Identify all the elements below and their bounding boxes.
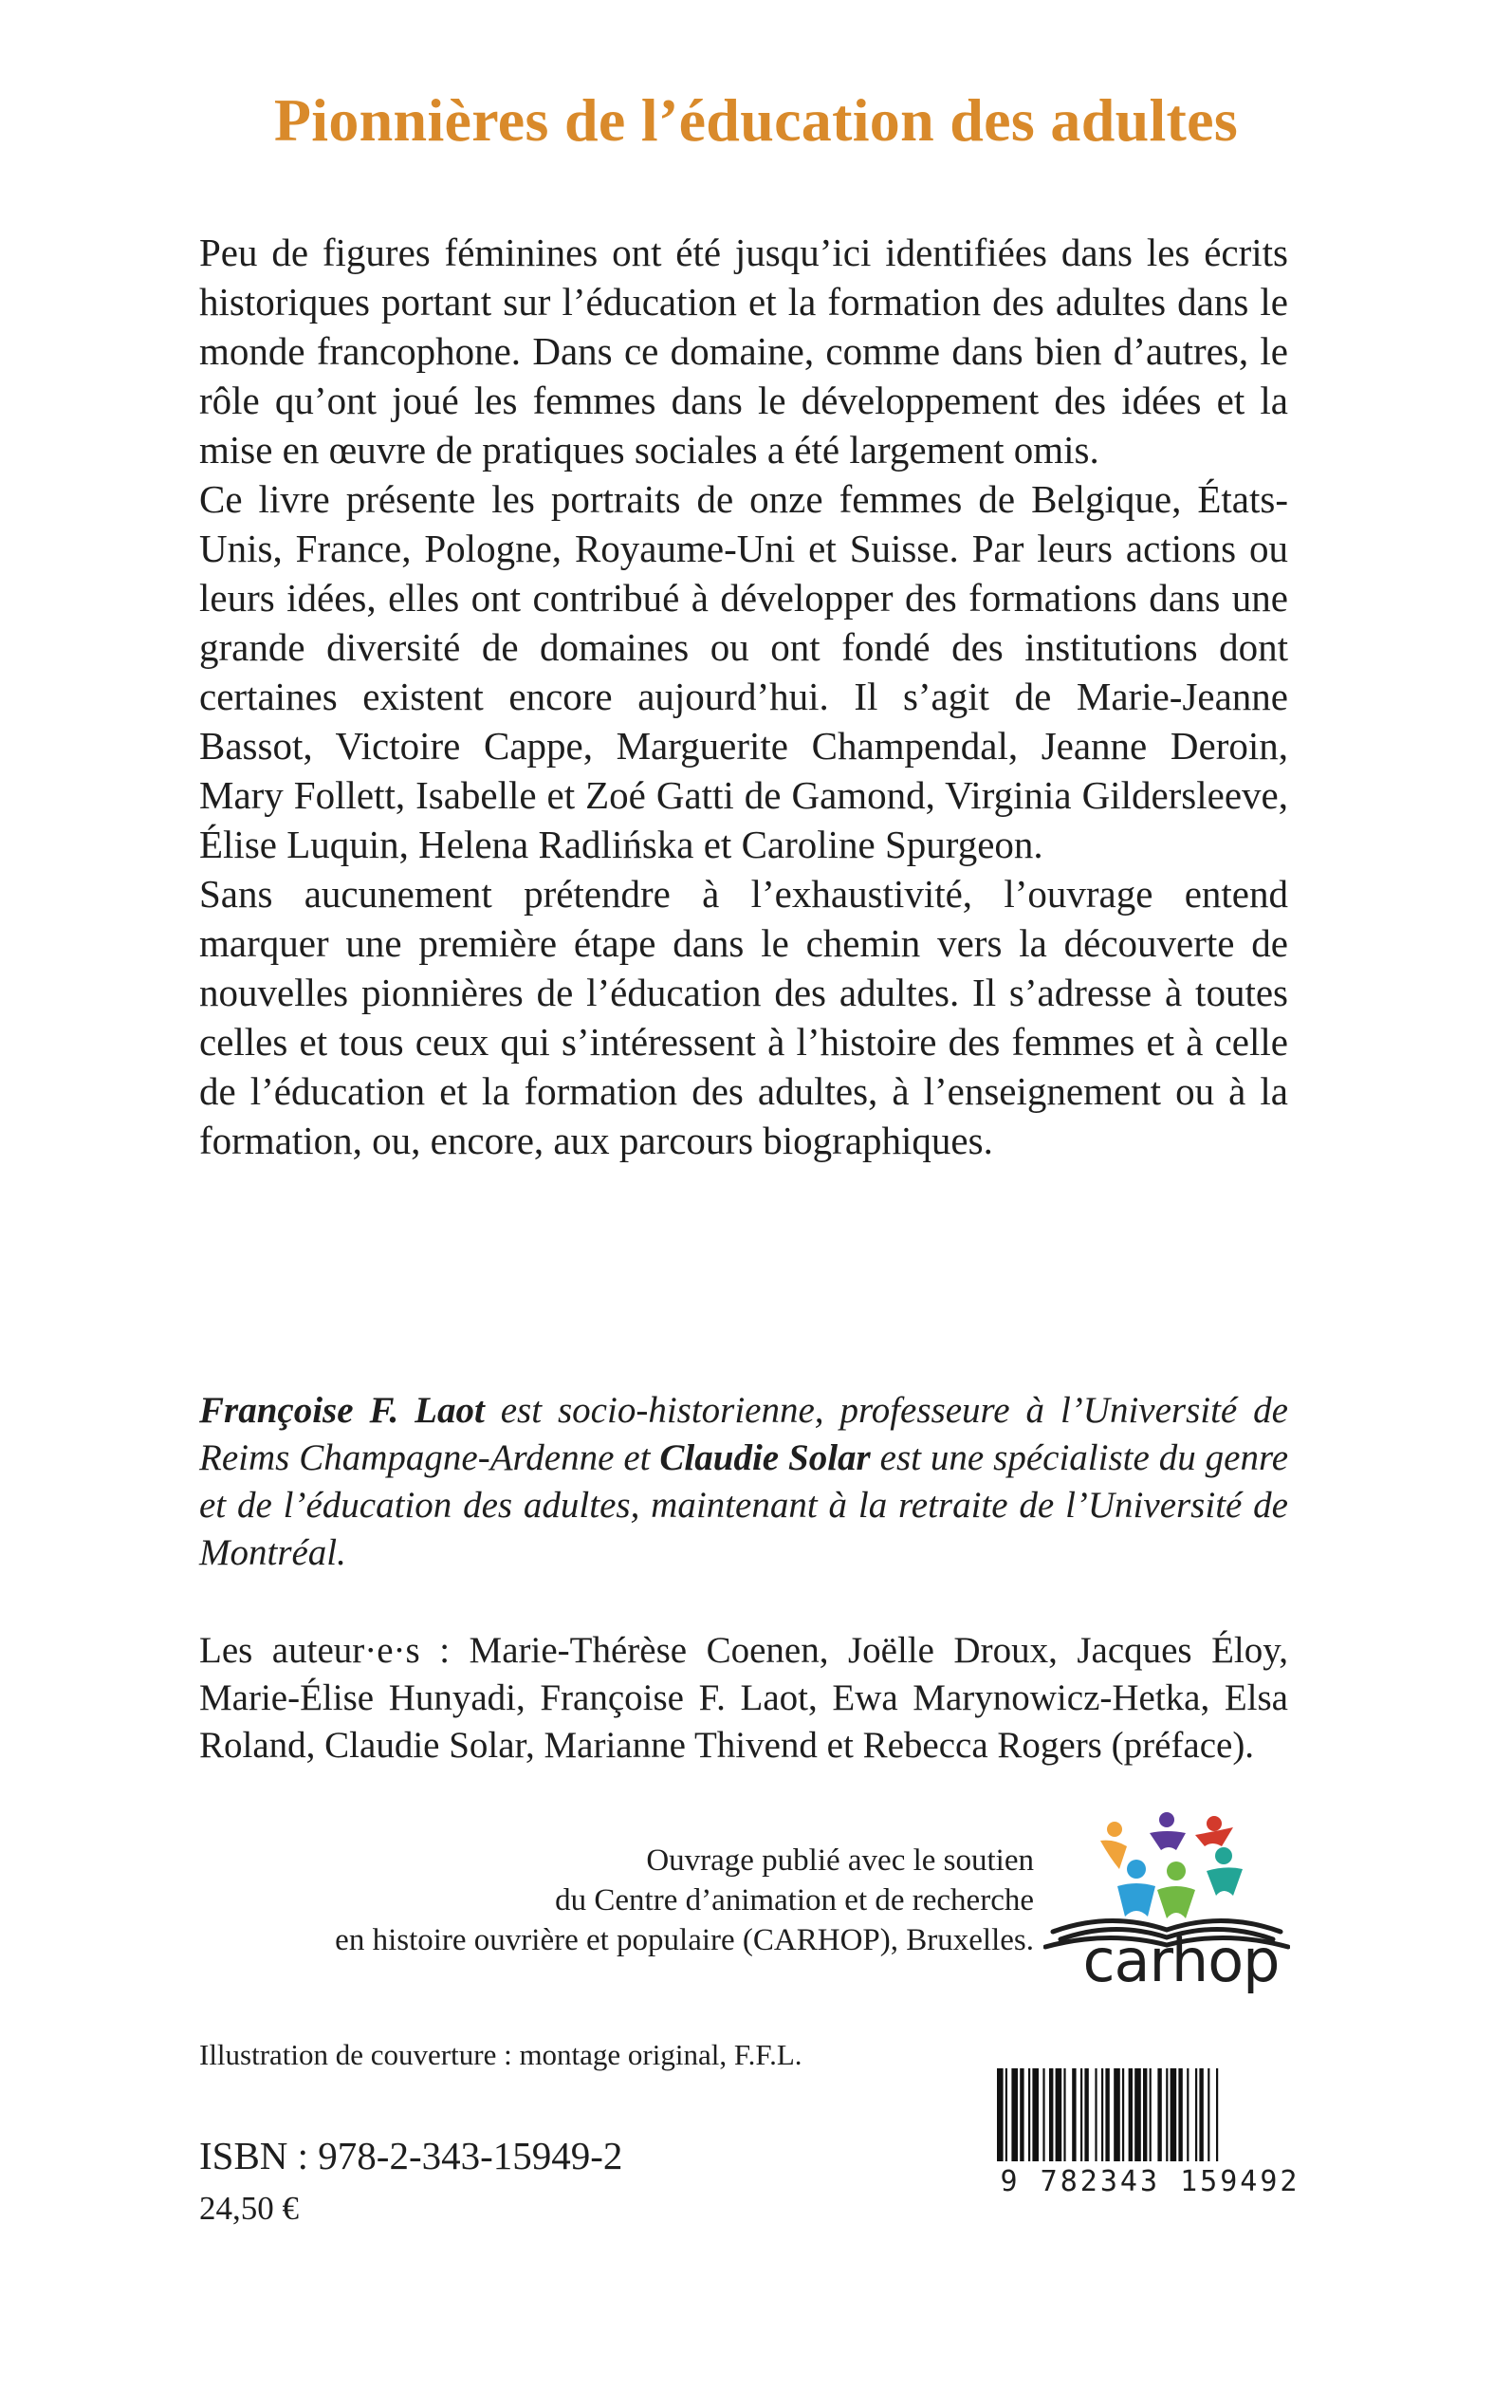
illustration-credit: Illustration de couverture : montage original, F.F.L. [199, 2038, 802, 2071]
contributors-list: Les auteur·e·s : Marie-Thérèse Coenen, Joëlle Droux, Jacques Éloy, Marie-Élise Hunyadi, Françoise F. Laot, Ewa Marynowicz-Hetka, Elsa Roland, Claudie Solar, Marianne Thivend et Rebecca Rogers (préface). [199, 1630, 1288, 1766]
summary-paragraph: Sans aucunement prétendre à l’exhaustivité, l’ouvrage entend marquer une première étape dans le chemin vers la découverte de nouvelles pionnières de l’éducation des adultes. Il s’adresse à toutes celles et tous ceux qui s’intéressent à l’histoire des femmes et à celle de l’éducation et la formation des adultes, à l’enseignement ou à la formation, ou, encore, aux parcours biographiques. [199, 872, 1288, 1162]
barcode-icon [991, 2068, 1300, 2258]
support-line: du Centre d’animation et de recherche [555, 1883, 1034, 1917]
summary-paragraph: Peu de figures féminines ont été jusqu’ici identifiées dans les écrits historiques portant sur l’éducation et la formation des adultes dans le monde francophone. Dans ce domaine, comme dans bien d’autres, le rôle qu’ont joué les femmes dans le développement des idées et la mise en œuvre de pratiques sociales a été largement omis. [199, 231, 1288, 472]
author-name: Françoise F. Laot [199, 1390, 485, 1431]
support-line: Ouvrage publié avec le soutien [646, 1843, 1034, 1878]
summary [199, 228, 1288, 1165]
publisher-support [313, 1841, 1034, 1960]
author-name: Claudie Solar [659, 1437, 871, 1478]
summary-paragraph: Ce livre présente les portraits de onze femmes de Belgique, États-Unis, France, Pologne, Royaume-Uni et Suisse. Par leurs actions ou leurs idées, elles ont contribué à développer des formations dans une grande diversité de domaines ou ont fondé des institutions dont certaines existent encore aujourd’hui. Il s’agit de Marie-Jeanne Bassot, Victoire Cappe, Marguerite Champendal, Jeanne Deroin, Mary Follett, Isabelle et Zoé Gatti de Gamond, Virginia Gildersleeve, Élise Luquin, Helena Radlińska et Caroline Spurgeon. [199, 477, 1288, 866]
barcode-digits: 9 782343 159492 [1000, 2165, 1300, 2198]
author-bio-text: est une spécialiste du genre et de l’éducation des adultes, maintenant à la retraite de l’Université de Montréal. [199, 1437, 1289, 1573]
logo-figures-icon [1100, 1812, 1243, 1918]
support-line: en histoire ouvrière et populaire (CARHOP), Bruxelles. [335, 1923, 1034, 1957]
author-bio-text: est socio-historienne, professeure à l’Université de Reims Champagne-Ardenne et [199, 1390, 1288, 1478]
isbn: ISBN : 978-2-343-15949-2 [199, 2134, 623, 2177]
carhop-logo-text: carhop [1082, 1926, 1280, 1995]
author-bio [199, 1387, 1288, 1577]
book-title: Pionnières de l’éducation des adultes [273, 86, 1239, 154]
price: 24,50 € [199, 2190, 299, 2227]
